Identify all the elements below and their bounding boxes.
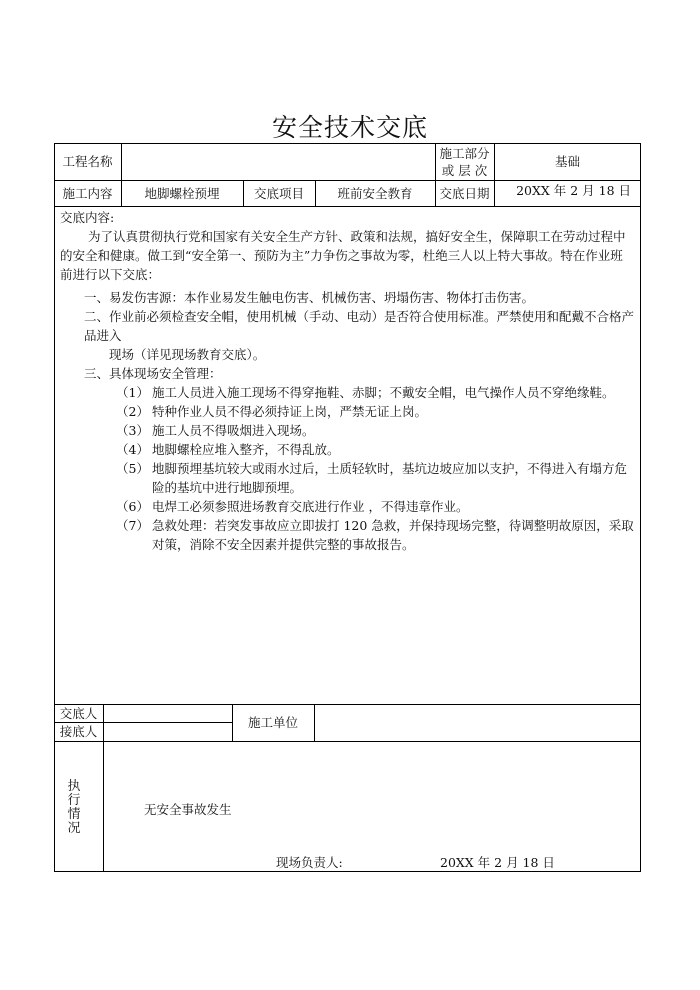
subitem <box>60 383 635 402</box>
briefer-label: 交底人 <box>59 705 98 721</box>
page-title: 安全技术交底 <box>271 113 428 142</box>
exec-label <box>62 780 86 836</box>
sign-date[interactable]: 20XX 年 2 月 18 日 <box>440 855 555 870</box>
subitem-number: （2） <box>116 404 149 419</box>
subitem-text: 地脚预埋基坑较大或雨水过后，土质轻软时，基坑边坡应加以支护，不得进入有塌方危险的基坑中进行地脚预埋。 <box>152 461 628 495</box>
briefing-item-value[interactable]: 班前安全教育 <box>337 185 413 201</box>
work-content-label: 施工内容 <box>62 185 113 201</box>
content-item-2-line2: 现场（详见现场教育交底）。 <box>109 347 266 362</box>
subitem-text: 急救处理：若突发事故应立即拔打 120 急救，并保持现场完整，待调整明故原因，采取对策，消除不安全因素并提供完整的事故报告。 <box>152 518 634 552</box>
col-divider <box>103 704 104 872</box>
subitem <box>60 440 635 459</box>
content-item-3: 三、具体现场安全管理： <box>84 366 222 381</box>
subitem <box>60 421 635 440</box>
subitem-number: （3） <box>116 423 149 438</box>
subitem-number: （6） <box>116 499 149 514</box>
section-value[interactable]: 基础 <box>554 154 580 169</box>
subitem <box>60 516 635 554</box>
subitem-number: （4） <box>116 442 149 457</box>
subitem-number: （1） <box>116 385 149 400</box>
briefing-date-value[interactable]: 20XX 年 2 月 18 日 <box>516 182 631 198</box>
subitem-text: 特种作业人员不得必须持证上岗，严禁无证上岗。 <box>152 404 428 419</box>
content-item-1: 一、易发伤害源：本作业易发生触电伤害、机械伤害、坍塌伤害、物体打击伤害。 <box>84 290 535 305</box>
subitem-number: （5） <box>116 461 149 476</box>
site-manager-label: 现场负责人: <box>276 855 343 870</box>
subitem-number: （7） <box>116 518 149 533</box>
subitem-text: 施工人员不得吸烟进入现场。 <box>152 423 315 438</box>
section-label <box>435 143 494 180</box>
row-divider-2 <box>54 206 641 207</box>
unit-label: 施工单位 <box>247 715 298 730</box>
briefing-content <box>60 208 635 554</box>
col-divider <box>314 704 315 741</box>
section-label-line2: 或 层 次 <box>441 162 488 178</box>
row-divider-5 <box>54 741 641 742</box>
subitem-text: 电焊工必须参照进场教育交底进行作业 ，不得违章作业。 <box>152 499 469 514</box>
subitem <box>60 459 635 497</box>
row-divider-3 <box>54 704 641 705</box>
exec-value[interactable]: 无安全事故发生 <box>144 802 232 817</box>
receiver-label: 接底人 <box>59 724 98 739</box>
subitem-text: 施工人员进入施工现场不得穿拖鞋、赤脚；不戴安全帽，电气操作人员不穿绝缘鞋。 <box>152 385 615 400</box>
content-item-2 <box>60 307 635 364</box>
section-label-line1: 施工部分 <box>439 145 490 161</box>
project-name-value[interactable] <box>121 143 435 180</box>
subitem-text: 地脚螺栓应堆入整齐，不得乱放。 <box>152 442 340 457</box>
content-heading: 交底内容: <box>60 210 115 225</box>
content-item-2-line1: 二、作业前必须检查安全帽，使用机械（手动、电动）是否符合使用标准。严禁使用和配戴不合格产品进入 <box>84 309 635 343</box>
content-intro: 为了认真贯彻执行党和国家有关安全生产方针、政策和法规，搞好安全生，保障职工在劳动过程中的安全和健康。做工到“安全第一、预防为主”力争伤之事故为零，杜绝三人以上特大事故。特在作业班前进行以下交底： <box>60 229 626 282</box>
subitem <box>60 497 635 516</box>
subitem <box>60 402 635 421</box>
project-name-label: 工程名称 <box>62 154 113 169</box>
work-content-value[interactable]: 地脚螺栓预埋 <box>144 185 220 201</box>
subitem-list <box>60 383 635 554</box>
briefing-item-label: 交底项目 <box>253 185 304 201</box>
briefing-date-label: 交底日期 <box>439 185 490 201</box>
exec-label-text: 执 行 情 况 <box>67 779 81 836</box>
